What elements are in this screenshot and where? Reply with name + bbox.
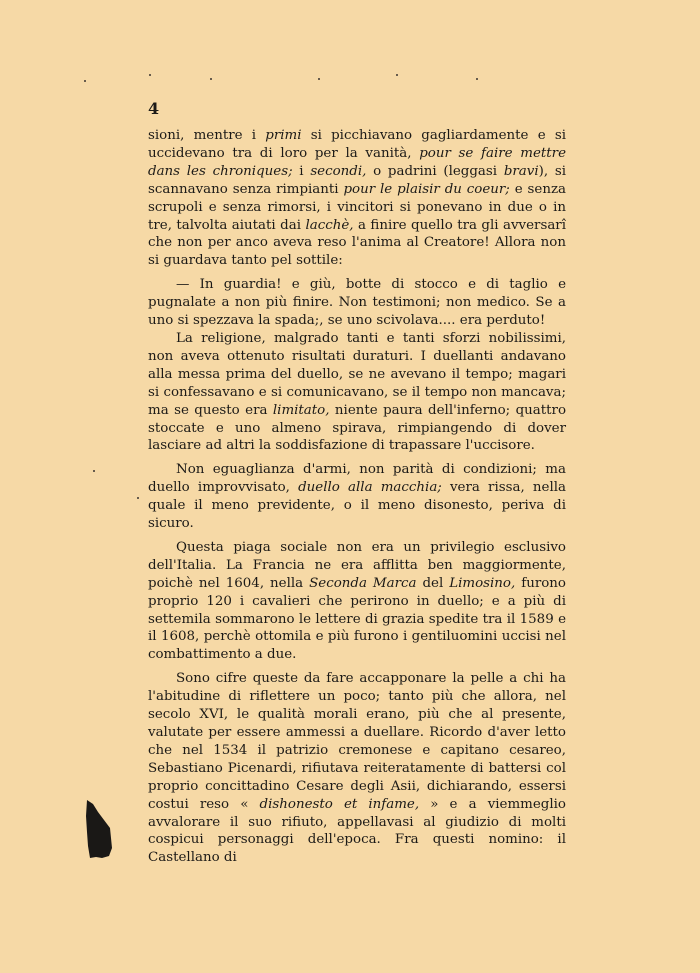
paper-speck [476,78,478,80]
text-run: si picchiavano gagliardamente e si uccidevano tra di loro per la vanità, [148,128,566,161]
body-text [148,127,566,873]
text-run: Questa piaga sociale non era un privilegio esclusivo dell'Italia. La Francia ne era afflitta ben maggiormente, poichè nel 1604, nella [148,539,566,591]
text-run: sioni, mentre i [148,128,266,143]
paper-speck [210,78,212,80]
text-run: Non eguaglianza d'armi, non parità di condizioni; ma duello improvvisato, [148,462,566,496]
paper-speck [318,78,320,80]
paper-speck [396,74,398,76]
italic-text: pour se faire mettre dans les chroniques; [148,145,566,179]
text-run: niente paura dell'inferno; quattro stoccate e uno almeno spirava, rimpiangendo di dover lasciare ad altri la soddisfazione di trapassare l'uccisore. [148,402,567,454]
paragraph [148,461,566,533]
page-number: 4 [148,99,160,118]
paragraph [148,670,566,867]
text-run: Sono cifre queste da fare accapponare la pelle a chi ha l'abitudine di riflettere un poco; tanto più che allora, nel secolo XVI, le qualità morali erano, più che al presente, valutate per essere ammessi a duellare. Ricordo d'aver letto che nel 1534 il patrizio cremonese e capitano cesareo, Sebastiano Picenardi, rifiutava reiteratamente di battersi col proprio concittadino Cesare degli Asii, dichiarando, essersi costui reso « [148,671,566,812]
italic-text: dishonesto et infame, [259,796,420,812]
text-run: vera rissa, nella quale il meno previdente, o il meno disonesto, periva di sicuro. [148,480,566,532]
text-run: — In guardia! e giù, botte di stocco e di taglio e pugnalate a non più finire. Non testimoni; non medico. Se a uno si spezzava la spada;, se uno scivolava.... era perduto! [148,277,566,329]
text-run: ), si scannavano senza rimpianti [148,163,566,197]
paper-speck [149,74,151,76]
text-run: i [292,163,311,179]
italic-text: bravi [503,163,539,179]
text-run: a finire quello tra gli avversarî che non per anco aveva reso l'anima al Creatore! Allora non si guardava tanto pel sottile: [148,217,566,269]
paper-speck [84,80,86,82]
paper-speck [137,497,139,499]
paragraph [148,539,566,664]
italic-text: Limosino, [449,575,516,591]
torn-edge-mark [84,798,116,860]
italic-text: primi [265,128,302,143]
paragraph [148,127,566,270]
text-run: » e a viemmeglio avvalorare il suo rifiuto, appellavasi al giudizio di molti cospicui personaggi dell'epoca. Fra questi nomino: il Castellano di [148,796,566,866]
paragraph [148,276,566,330]
italic-text: Seconda Marca [309,575,417,591]
text-run: o padrini (leggasi [366,163,504,179]
italic-text: limitato, [272,402,330,418]
text-run: e senza scrupoli e senza rimorsi, i vincitori si ponevano in due o in tre, talvolta aiutati dai [148,181,566,233]
italic-text: pour le plaisir du coeur; [343,181,510,197]
paragraph [148,330,566,455]
paper-speck [93,470,95,472]
italic-text: duello alla macchia; [298,480,442,496]
text-run: La religione, malgrado tanti e tanti sforzi nobilissimi, non aveva ottenuto risultati duraturi. I duellanti andavano alla messa prima del duello, se ne avevano il tempo; magari si confessavano e si comunicavano, se il tempo non mancava; ma se questo era [148,330,566,418]
italic-text: lacchè, [305,217,354,233]
text-run: furono proprio 120 i cavalieri che perirono in duello; e a più di settemila sommarono le lettere di grazia spedite tra il 1589 e il 1608, perchè ottomila e più furono i gentiluomini uccisi nel combattimento a due. [148,575,566,663]
italic-text: secondi, [310,163,367,179]
text-run: del [416,575,450,591]
